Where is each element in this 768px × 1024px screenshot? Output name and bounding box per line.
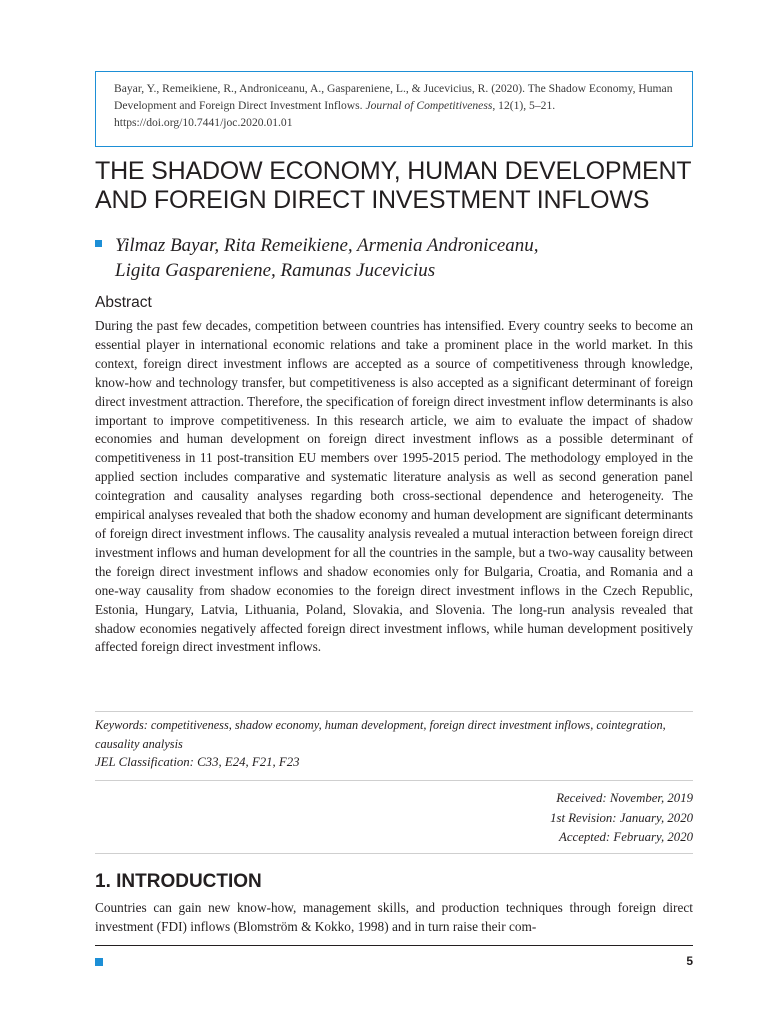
- introduction-body: [95, 898, 693, 936]
- keywords-bottom-divider: [95, 780, 693, 781]
- title-line-2: AND FOREIGN DIRECT INVESTMENT INFLOWS: [95, 186, 650, 214]
- jel-classification: JEL Classification: C33, E24, F21, F23: [95, 755, 300, 769]
- authors-line-1: Yilmaz Bayar, Rita Remeikiene, Armenia Androniceanu,: [115, 235, 539, 256]
- keywords-top-divider: [95, 711, 693, 712]
- footer-divider: [95, 945, 693, 946]
- citation-volume-doi: , 12(1), 5–21. https://doi.org/10.7441/joc.2020.01.01: [114, 99, 556, 129]
- author-list: [95, 233, 715, 283]
- authors-line-2: Ligita Gaspareniene, Ramunas Jucevicius: [115, 260, 436, 281]
- title-line-1: THE SHADOW ECONOMY, HUMAN DEVELOPMENT: [95, 157, 692, 185]
- page-number: 5: [686, 954, 693, 968]
- introduction-paragraph: Countries can gain new know-how, management skills, and production techniques through foreign direct investment (FDI) inflows (Blomström & Kokko, 1998) and in turn raise their com-: [95, 900, 693, 934]
- revision-date: 1st Revision: January, 2020: [550, 810, 693, 825]
- accepted-date: Accepted: February, 2020: [559, 830, 693, 844]
- journal-name: Journal of Competitiveness: [365, 99, 493, 112]
- keywords: Keywords: competitiveness, shadow economy, human development, foreign direct investment inflows, cointegration, causality analysis: [95, 718, 666, 751]
- author-bullet-icon: [95, 240, 102, 247]
- introduction-heading: 1. INTRODUCTION: [95, 871, 262, 892]
- received-date: Received: November, 2019: [556, 791, 693, 805]
- citation-box: [95, 71, 693, 147]
- citation-text: Bayar, Y., Remeikiene, R., Androniceanu, A., Gaspareniene, L., & Jucevicius, R. (2020). The Shadow Economy, Human Development and Foreign Direct Investment Inflows.: [114, 82, 673, 112]
- submission-dates: [550, 789, 693, 848]
- abstract-heading: Abstract: [95, 294, 152, 311]
- abstract-body: [95, 317, 693, 657]
- paper-title: [95, 157, 705, 215]
- footer-square-icon: [95, 958, 103, 966]
- abstract-paragraph: During the past few decades, competition between countries has intensified. Every country seeks to become an essential player in international economic relations and take a prominent place in the world market. In this context, foreign direct investment inflows are accepted as a source of competitiveness through knowledge, know-how and technology transfer, but competitiveness is also accepted as a significant determinant of foreign direct investment attraction. Therefore, the specification of foreign direct investment inflow determinants is also important to improve competitiveness. In this research article, we aim to evaluate the impact of shadow economies and human development on foreign direct investment inflows as a possible determinant of competitiveness in 11 post-transition EU members over 1995-2015 period. The methodology employed in the applied section includes comparative and systematic literature analysis as well as second generation panel cointegration and causality analyses regarding both cross-sectional dependence and heterogeneity. The empirical analyses revealed that both the shadow economy and human development are significant determinants of foreign direct investment inflows. The causality analysis revealed a mutual interaction between foreign direct investment inflows and human development for all the countries in the sample, but a two-way causality between the foreign direct investment inflows and shadow economies only for Bulgaria, Croatia, and Romania and a one-way causality from shadow economies to the foreign direct investment inflows in the Czech Republic, Estonia, Hungary, Latvia, Lithuania, Poland, Slovakia, and Slovenia. The long-run analysis revealed that shadow economies negatively affected foreign direct investment inflows, while human development positively affected foreign direct investment inflows.: [95, 318, 693, 655]
- dates-bottom-divider: [95, 853, 693, 854]
